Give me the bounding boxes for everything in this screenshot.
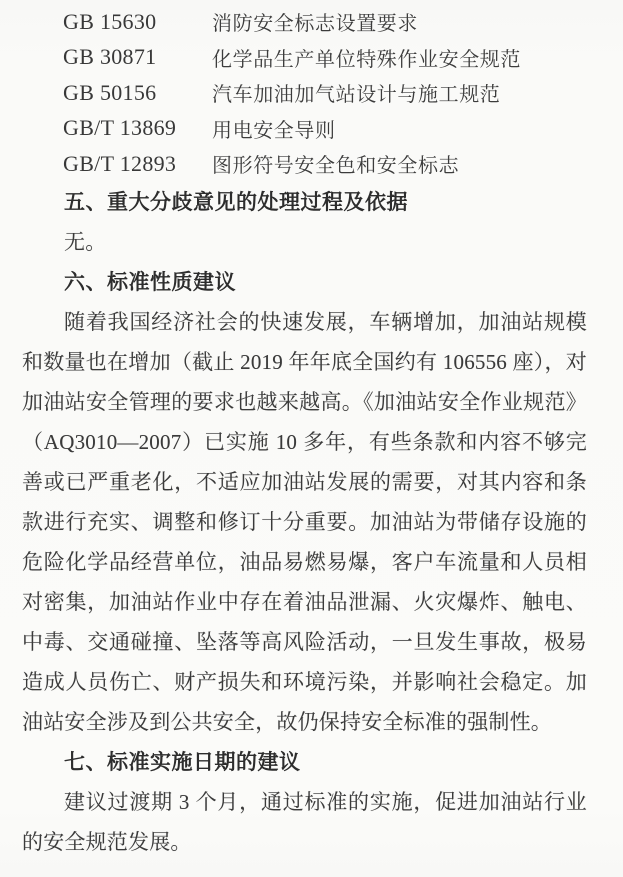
section-7-paragraph: 建议过渡期 3 个月，通过标准的实施，促进加油站行业的安全规范发展。 — [22, 789, 587, 854]
section-6-paragraph: 随着我国经济社会的快速发展，车辆增加，加油站规模和数量也在增加（截止 2019 年年底全国约有 106556 座），对加油站安全管理的要求也越来越高。《加油站安全作业规范》（AQ3010—2007）已实施 10 多年，有些条款和内容不够完善或已严重老化，不适应加油站发展的需要，对其内容和条款进行充实、调整和修订十分重要。加油站为带储存设施的危险化学品经营单位，油品易燃易爆，客户车流量和人员相对密集，加油站作业中存在着油品泄漏、火灾爆炸、触电、中毒、交通碰撞、坠落等高风险活动，一旦发生事故，极易造成人员伤亡、财产损失和环境污染，并影响社会稳定。加油站安全涉及到公共安全，故仍保持安全标准的强制性。 — [22, 309, 587, 734]
standard-code: GB 30871 — [63, 44, 157, 70]
standard-title: 化学品生产单位特殊作业安全规范 — [212, 48, 521, 71]
section-6-heading: 六、标准性质建议 — [64, 269, 236, 294]
standard-title: 图形符号安全色和安全标志 — [212, 155, 460, 178]
section-5-paragraph: 无。 — [64, 229, 107, 254]
reference-row — [63, 40, 623, 76]
section-7-heading: 七、标准实施日期的建议 — [64, 749, 301, 774]
standards-reference-list — [0, 0, 623, 182]
section-5-heading: 五、重大分歧意见的处理过程及依据 — [64, 189, 408, 214]
reference-row — [63, 4, 623, 40]
standard-code: GB/T 13869 — [63, 115, 177, 141]
standard-code: GB/T 12893 — [63, 150, 177, 176]
standard-code: GB 50156 — [63, 79, 157, 105]
standard-title: 消防安全标志设置要求 — [212, 13, 418, 36]
reference-row — [63, 111, 623, 147]
reference-row — [63, 75, 623, 111]
standard-code: GB 15630 — [63, 8, 157, 34]
standard-title: 汽车加油加气站设计与施工规范 — [212, 84, 501, 107]
standard-title: 用电安全导则 — [212, 119, 336, 142]
reference-row — [63, 146, 623, 182]
